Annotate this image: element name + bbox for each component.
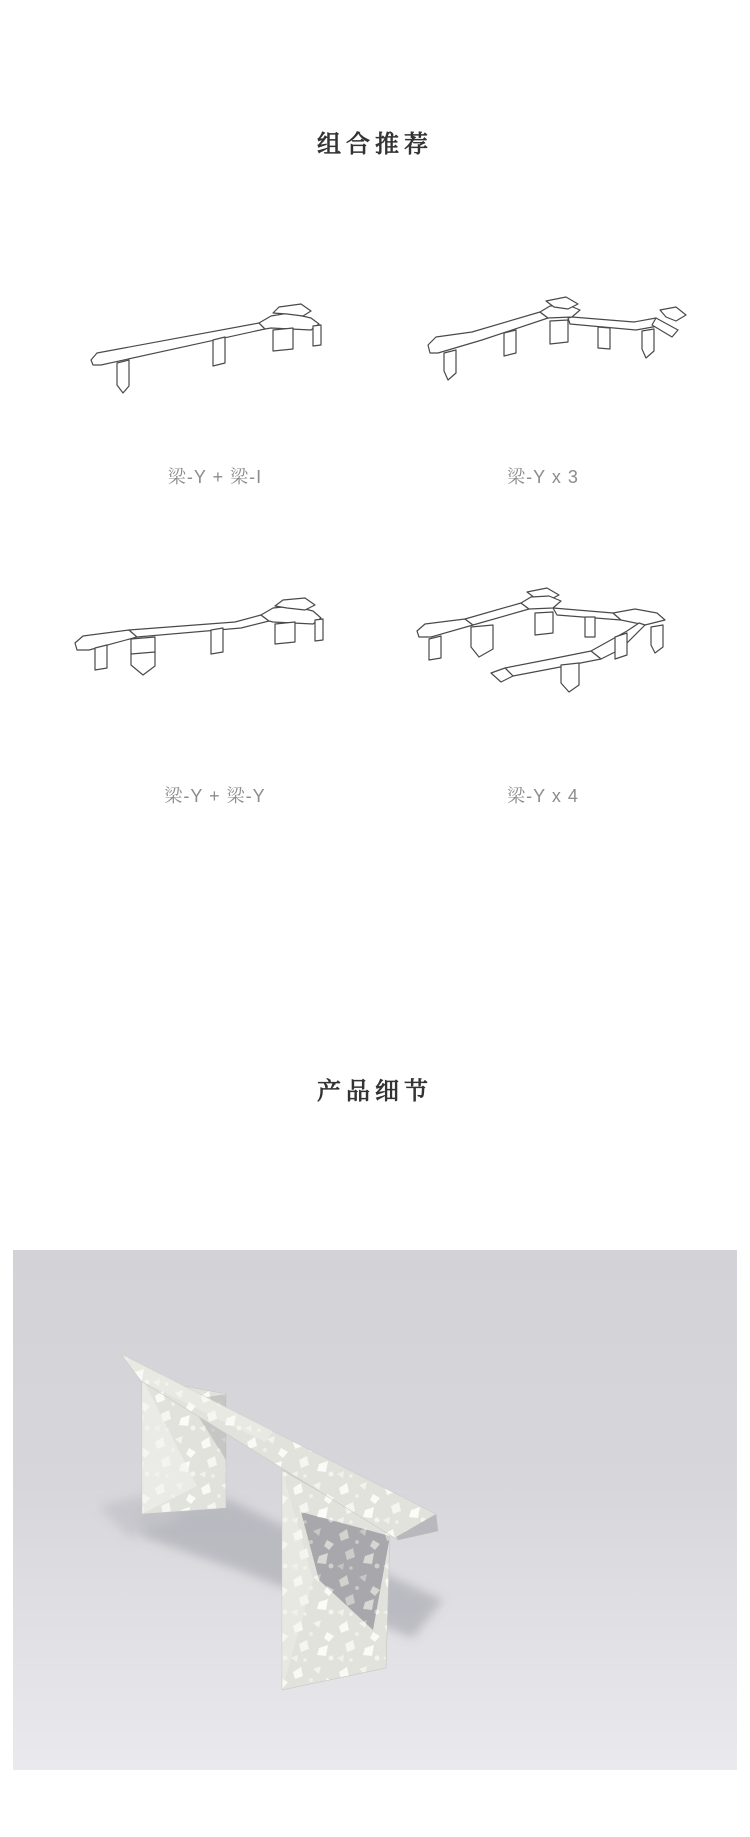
bench-y-plus-y-line-drawing — [65, 580, 355, 705]
detail-section-title: 产品细节 — [317, 1078, 433, 1105]
bench-sketch-y-x4 — [405, 573, 705, 708]
combo-item-label: 梁-Y x 3 — [507, 467, 579, 487]
bench-sketch-y-plus-y — [65, 580, 355, 705]
product-photo — [13, 1250, 737, 1770]
combo-item-label: 梁-Y + 梁-I — [167, 467, 263, 487]
bench-y-plus-i-line-drawing — [75, 283, 355, 408]
combo-section-title: 组合推荐 — [317, 131, 433, 158]
bench-y-x4-line-drawing — [405, 573, 705, 708]
combo-item-label: 梁-Y + 梁-Y — [164, 786, 266, 806]
bench-y-x3-line-drawing — [420, 281, 700, 421]
terrazzo-bench-render — [13, 1250, 737, 1770]
bench-sketch-y-x3 — [420, 281, 700, 421]
combo-item-label: 梁-Y x 4 — [507, 786, 579, 806]
bench-sketch-y-plus-i — [75, 283, 355, 408]
